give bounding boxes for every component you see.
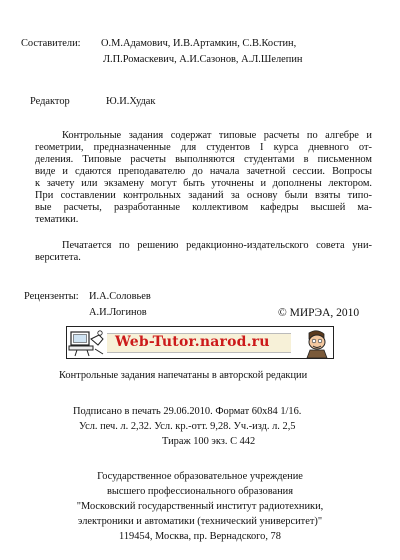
website-banner[interactable]: [66, 326, 334, 359]
abstract-line: Контрольные задания содержат типовые расчеты по алгебре и: [62, 130, 372, 141]
abstract-line: При составлении контрольных заданий за основу были взяты типо-: [35, 190, 372, 201]
abstract-line: тематики.: [35, 214, 79, 225]
compilers-line-2: Л.П.Ромаскевич, А.И.Сазонов, А.Л.Шелепин: [103, 54, 303, 65]
abstract-paragraph: [35, 130, 372, 226]
abstract-line: виде и сдаются преподавателю до начала зачетной сессии. Вопросы: [35, 166, 372, 177]
computer-cartoon-icon: [67, 327, 107, 358]
print-info-line-1: Подписано в печать 29.06.2010. Формат 60x84 1/16.: [73, 406, 302, 417]
abstract-line: вые расчеты, разработанные коллективом кафедры высшей ма-: [35, 202, 372, 213]
abstract-line: геометрии, предназначенные для студентов I курса дневного от-: [35, 142, 372, 153]
publisher-address: 119454, Москва, пр. Вернадского, 78: [119, 531, 281, 542]
print-info-line-2: Усл. печ. л. 2,32. Усл. кр.-отт. 9,28. Уч.-изд. л. 2,5: [79, 421, 296, 432]
publisher-line-2: высшего профессионального образования: [107, 486, 293, 497]
reviewer-name-2: А.И.Логинов: [89, 307, 147, 318]
print-info-line-3: Тираж 100 экз. С 442: [162, 436, 256, 447]
abstract-line: деления. Типовые расчеты выполняются студентами в письменном: [35, 154, 372, 165]
publish-decision-line: Печатается по решению редакционно-издательского совета уни-: [62, 240, 372, 251]
publisher-line-1: Государственное образовательное учреждение: [97, 471, 303, 482]
abstract-line: к зачету или экзамену могут быть уточнены и дополнены лектором.: [35, 178, 372, 189]
editor-label: Редактор: [30, 96, 70, 107]
website-link[interactable]: Web-Tutor.narod.ru: [115, 334, 270, 350]
reviewers-label: Рецензенты:: [24, 291, 79, 302]
teacher-cartoon-icon: [293, 327, 333, 358]
copyright: © МИРЭА, 2010: [278, 307, 360, 319]
compilers-label: Составители:: [21, 38, 81, 49]
reviewer-name-1: И.А.Соловьев: [89, 291, 151, 302]
publish-decision: [35, 240, 372, 264]
publish-decision-line: верситета.: [35, 252, 81, 263]
author-edition-note: Контрольные задания напечатаны в авторской редакции: [59, 370, 308, 381]
editor-name: Ю.И.Худак: [106, 96, 156, 107]
publisher-line-3: "Московский государственный институт радиотехники,: [76, 501, 324, 512]
compilers-line-1: О.М.Адамович, И.В.Артамкин, С.В.Костин,: [101, 38, 297, 49]
publisher-line-4: электроники и автоматики (технический университет)": [77, 516, 323, 527]
